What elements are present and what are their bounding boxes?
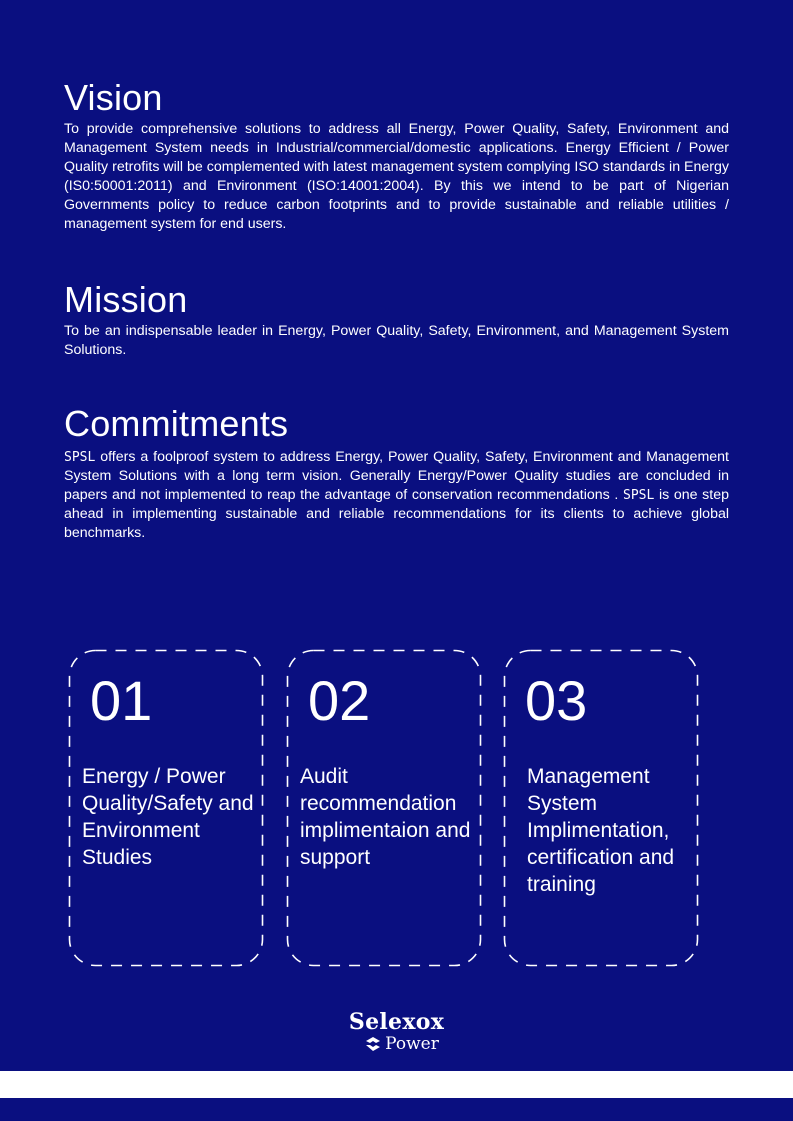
logo-mark-icon (364, 1036, 382, 1052)
card-number: 03 (525, 669, 588, 732)
commitments-title: Commitments (64, 403, 289, 444)
service-card (68, 649, 264, 967)
brand-abbreviation: SPSL (64, 450, 96, 465)
logo-subtitle (364, 1034, 439, 1054)
commitments-text-part1: offers a foolproof system to address Energy, Power Quality, Safety, Environment and Management System Solutions with a long term vision. Generally Energy/Power Quality studies are concluded in papers and not implemented to reap the advantage of conservation recommendations . (64, 449, 729, 503)
service-card (286, 649, 482, 967)
card-number: 02 (308, 669, 371, 732)
logo-sub-text: Power (385, 1034, 439, 1054)
service-card (503, 649, 699, 967)
mission-text: To be an indispensable leader in Energy, Power Quality, Safety, Environment, and Management System Solutions. (64, 323, 729, 358)
footer-strip (0, 1071, 793, 1098)
commitments-text (64, 448, 729, 543)
logo-name: Selexox (348, 1009, 445, 1035)
company-logo (0, 1010, 793, 1057)
vision-text: To provide comprehensive solutions to address all Energy, Power Quality, Safety, Environment and Management System needs in Industrial/commercial/domestic applications. Energy Efficient / Power Quality retrofits will be complemented with latest management system complying ISO standards in Energy (IS0:50001:2011) and Environment (ISO:14001:2004). By this we intend to be part of Nigerian Governments policy to reduce carbon footprints and to provide sustainable and reliable utilities / management system for end users. (64, 121, 729, 232)
vision-title: Vision (64, 77, 163, 118)
card-number: 01 (90, 669, 153, 732)
card-text: Management System Implimentation, certification and training (527, 765, 675, 896)
commitments-text-part2: is one step ahead in implementing sustainable and reliable recommendations for its clients to achieve global benchmarks. (64, 487, 729, 541)
card-text: Audit recommendation implimentaion and support (300, 765, 471, 869)
brand-abbreviation: SPSL (623, 488, 655, 503)
card-text: Energy / Power Quality/Safety and Environment Studies (82, 765, 254, 869)
mission-title: Mission (64, 279, 188, 320)
